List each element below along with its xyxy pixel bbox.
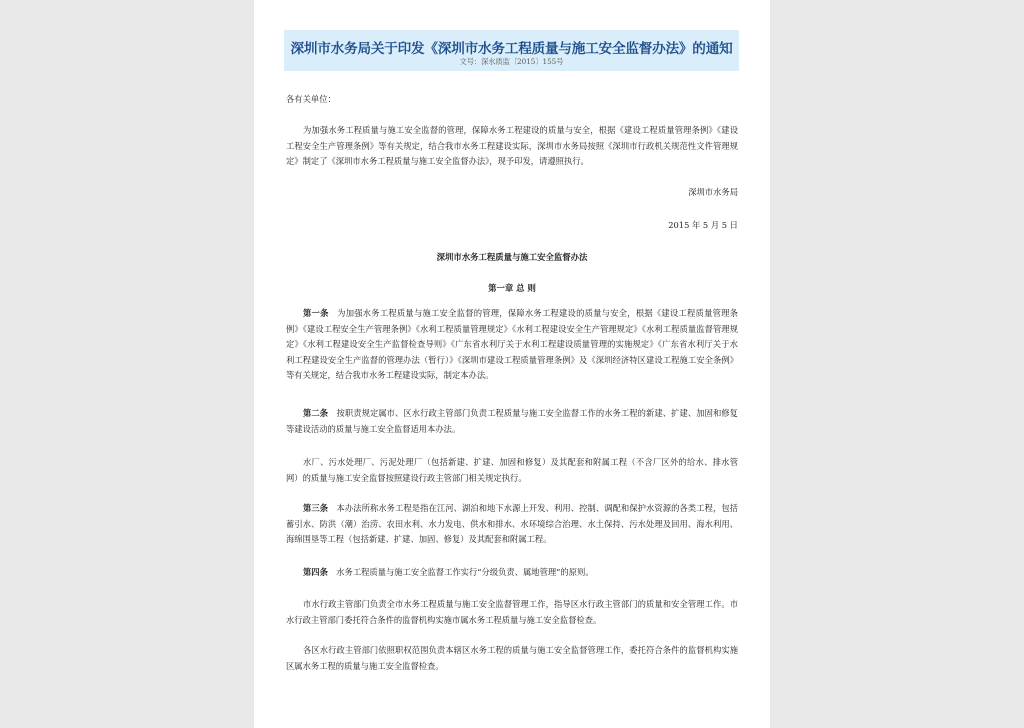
article-label: 第一条 — [303, 308, 329, 318]
document-page — [254, 0, 770, 728]
article-text: 本办法所称水务工程是指在江河、湖泊和地下水源上开发、利用、控制、调配和保护水资源的各类工程，包括蓄引水、防洪（潮）治涝、农田水利、水力发电、供水和排水、水环境综合治理、水土保持、污水处理及回用、海水利用、海绵围垦等工程（包括新建、扩建、加固、修复）及其配套和附属工程。 — [286, 503, 738, 544]
notice-body: 为加强水务工程质量与施工安全监督的管理，保障水务工程建设的质量与安全，根据《建设工程质量管理条例》《建设工程安全生产管理条例》等有关规定，结合我市水务工程建设实际，深圳市水务局按照《深圳市行政机关规范性文件管理规定》制定了《深圳市水务工程质量与施工安全监督办法》，现予印发，请遵照执行。 — [286, 125, 738, 166]
document-number: 文号：深水质监〔2015〕155号 — [459, 57, 564, 66]
title-band — [284, 30, 739, 71]
article-label: 第二条 — [303, 408, 329, 418]
salutation: 各有关单位： — [286, 94, 336, 104]
chapter-heading: 第一章 总 则 — [488, 283, 536, 293]
article-text: 水务工程质量与施工安全监督工作实行“分级负责、属地管理”的原则。 — [336, 567, 594, 577]
article-4-paragraph-3: 各区水行政主管部门依照职权范围负责本辖区水务工程的质量与施工安全监督管理工作，委托符合条件的监督机构实施区属水务工程的质量与施工安全监督检查。 — [286, 645, 738, 671]
article-1 — [286, 306, 738, 384]
article-2-paragraph-2: 水厂、污水处理厂、污泥处理厂（包括新建、扩建、加固和修复）及其配套和附属工程（不含厂区外的给水、排水管网）的质量与施工安全监督按照建设行政主管部门相关规定执行。 — [286, 457, 738, 483]
document-title: 深圳市水务局关于印发《深圳市水务工程质量与施工安全监督办法》的通知 — [290, 41, 733, 57]
regulation-title: 深圳市水务工程质量与施工安全监督办法 — [436, 252, 588, 262]
issue-date: 2015 年 5 月 5 日 — [668, 220, 738, 230]
article-label: 第三条 — [303, 503, 329, 513]
article-4 — [286, 565, 738, 581]
article-2 — [286, 406, 738, 437]
article-4-paragraph-2: 市水行政主管部门负责全市水务工程质量与施工安全监督管理工作，指导区水行政主管部门的质量和安全管理工作。市水行政主管部门委托符合条件的监督机构实施市属水务工程质量与施工安全监督检查。 — [286, 599, 738, 625]
issuer: 深圳市水务局 — [688, 187, 738, 197]
article-text: 为加强水务工程质量与施工安全监督的管理，保障水务工程建设的质量与安全，根据《建设工程质量管理条例》《建设工程安全生产管理条例》《水利工程质量管理规定》《水利工程建设安全生产管理规定》《水利工程质量监督管理规定》《水利工程建设安全生产监督检查导则》《广东省水利厅关于水利工程建设质量管理的实施规定》《广东省水利厅关于水利工程建设安全生产监督的管理办法（暂行）》《深圳市建设工程质量管理条例》及《深圳经济特区建设工程施工安全条例》等有关规定，结合我市水务工程建设实际，制定本办法。 — [286, 308, 738, 380]
article-3 — [286, 501, 738, 548]
article-text: 按职责规定属市、区水行政主管部门负责工程质量与施工安全监督工作的水务工程的新建、扩建、加固和修复等建设活动的质量与施工安全监督适用本办法。 — [286, 408, 738, 434]
article-label: 第四条 — [303, 567, 328, 577]
